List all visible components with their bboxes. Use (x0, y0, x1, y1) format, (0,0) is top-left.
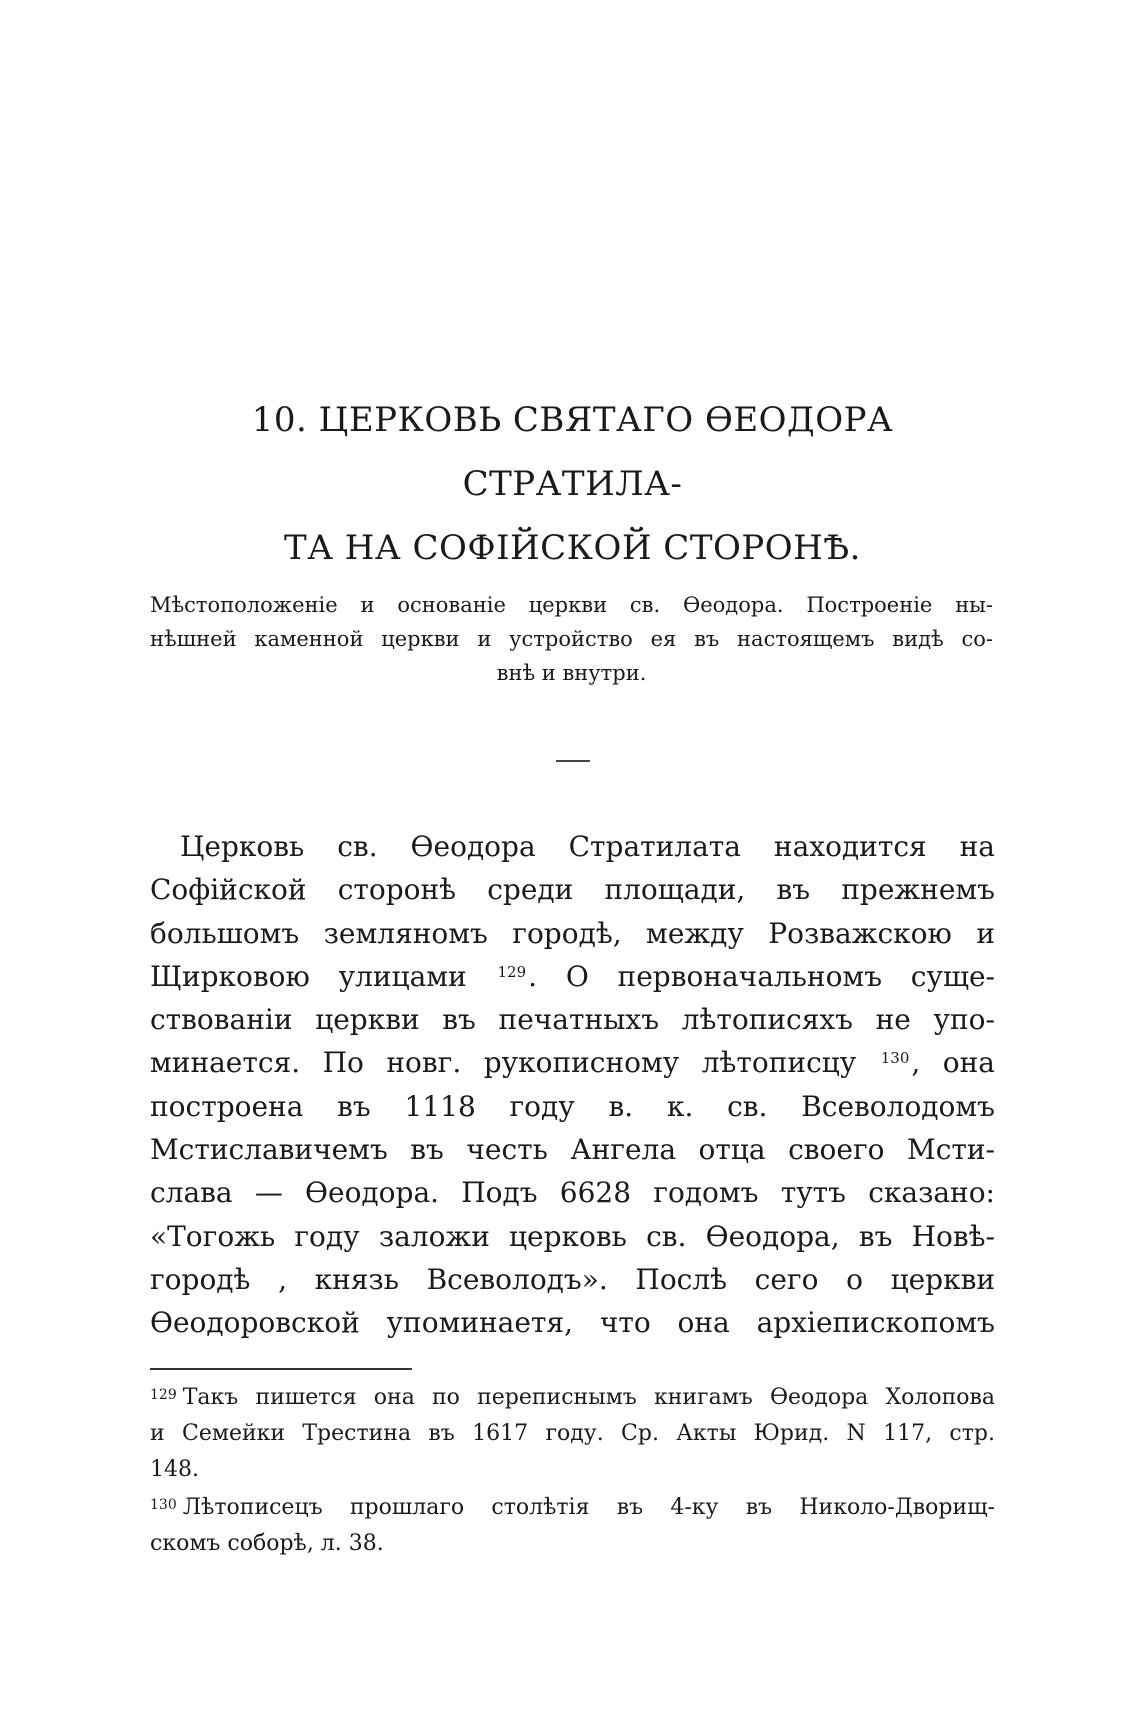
body-line: Мстиславичемъ въ честь Ангела отца своего Мсти- (150, 1133, 995, 1167)
footnotes (150, 1380, 995, 1562)
heading-line: 10. ЦЕРКОВЬ СВЯТАГО ѲЕОДОРА СТРАТИЛА- (251, 400, 894, 504)
body-line: ствованіи церкви въ печатныхъ лѣтописяхъ не упо- (150, 1003, 995, 1037)
summary-line: внѣ и внутри. (496, 661, 647, 685)
body-line: Ѳеодоровской упоминаетя, что она архіепископомъ (150, 1306, 995, 1340)
body-text-fragment: , она (911, 1046, 995, 1080)
body-text (150, 825, 995, 1345)
footnote-separator (150, 1368, 412, 1370)
footnote-number: 130 (150, 1497, 177, 1513)
body-line (150, 1041, 995, 1084)
body-line: Церковь св. Ѳеодора Стратилата находится на (180, 830, 995, 863)
body-line: Софійской сторонѣ среди площади, въ прежнемъ (150, 873, 995, 907)
body-text-fragment: Щирковою улицами (150, 959, 467, 993)
footnote-130 (150, 1490, 995, 1562)
body-line (150, 955, 995, 998)
footnote-line (150, 1380, 995, 1416)
footnote-ref-130[interactable]: 130 (880, 1049, 910, 1068)
summary-line: Мѣстоположеніе и основаніе церкви св. Ѳеодора. Построеніе ны- (150, 593, 993, 617)
footnote-ref-129[interactable]: 129 (497, 962, 527, 981)
footnote-text: Лѣтописецъ прошлаго столѣтія въ 4-ку въ Николо-Дворищ- (182, 1495, 995, 1520)
section-divider (556, 760, 590, 762)
body-line: построена въ 1118 году в. к. св. Всеволодомъ (150, 1089, 995, 1123)
heading-line: ТА НА СОФІЙСКОЙ СТОРОНѢ. (284, 528, 861, 568)
footnote-line: 148. (150, 1457, 199, 1482)
body-text-fragment: . О первоначальномъ суще- (528, 959, 996, 993)
footnote-line (150, 1490, 995, 1526)
body-line: слава — Ѳеодора. Подъ 6628 годомъ тутъ сказано: (150, 1176, 995, 1210)
footnote-text: Такъ пишется она по переписнымъ книгамъ Ѳеодора Холопова (182, 1385, 995, 1410)
chapter-summary (150, 588, 993, 690)
body-line: городѣ , князь Всеволодъ». Послѣ сего о церкви (150, 1262, 995, 1296)
body-text-fragment: минается. По новг. рукописному лѣтописцу (150, 1046, 857, 1080)
body-line: большомъ земляномъ городѣ, между Розважскою и (150, 916, 995, 950)
body-line: «Тогожь году заложи церковь св. Ѳеодора, въ Новѣ- (150, 1219, 995, 1253)
footnote-number: 129 (150, 1387, 177, 1403)
footnote-line: скомъ соборѣ, л. 38. (150, 1531, 384, 1556)
footnote-129 (150, 1380, 995, 1488)
chapter-heading (150, 388, 995, 580)
summary-line: нѣшней каменной церкви и устройство ея въ настоящемъ видѣ со- (150, 627, 993, 651)
footnote-line: и Семейки Трестина въ 1617 году. Ср. Акты Юрид. N 117, стр. (150, 1421, 995, 1446)
